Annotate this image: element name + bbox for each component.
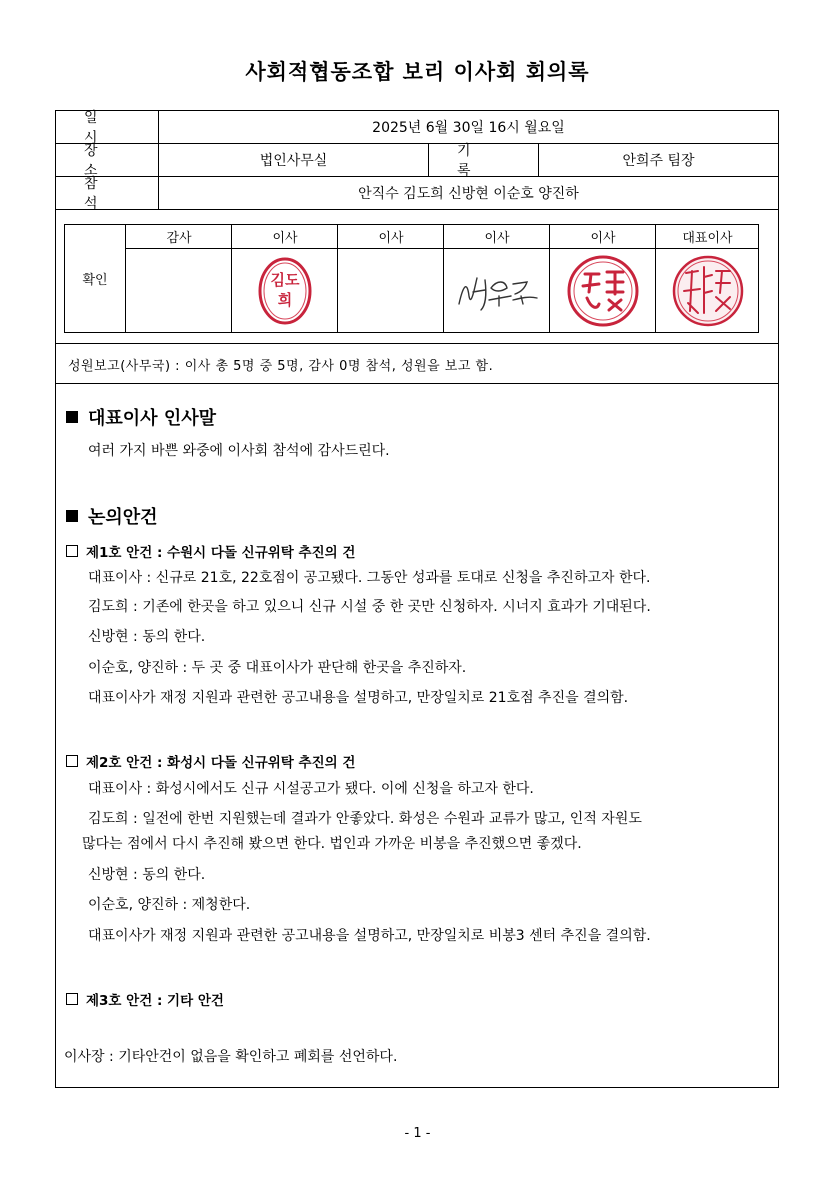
confirm-col-header: 이사: [550, 225, 656, 249]
checkbox-icon: [66, 993, 78, 1005]
agenda-item-title: 제3호 안건 : 기타 안건: [66, 989, 224, 1009]
confirm-col-header: 이사: [232, 225, 338, 249]
agenda-line: 대표이사가 재정 지원과 관련한 공고내용을 설명하고, 만장일치로 21호점 추진을 결의함.: [88, 690, 629, 706]
square-bullet-icon: [66, 411, 78, 423]
agenda-item-title: 제2호 안건 : 화성시 다돌 신규위탁 추진의 건: [66, 751, 355, 771]
square-bullet-icon: [66, 510, 78, 522]
attendees-value: 안직수 김도희 신방현 이순호 양진하: [158, 177, 778, 209]
minutes-frame: [55, 110, 779, 1088]
confirm-col-director-3: [443, 225, 549, 332]
agenda-line: 김도희 : 일전에 한번 지원했는데 결과가 안좋았다. 화성은 수원과 교류가 많고, 인적 자원도: [88, 811, 642, 827]
divider: [56, 383, 778, 384]
confirm-col-header: 감사: [126, 225, 232, 249]
confirm-col-header: 이사: [444, 225, 550, 249]
quorum-report: 성원보고(사무국) : 이사 총 5명 중 5명, 감사 0명 참석, 성원을 보고 함.: [68, 359, 494, 374]
attendees-label: 참 석: [84, 176, 126, 212]
agenda-heading: 논의안건: [66, 503, 158, 529]
date-value: 2025년 6월 30일 16시 월요일: [158, 111, 778, 143]
greeting-text: 여러 가지 바쁜 와중에 이사회 참석에 감사드린다.: [88, 443, 390, 459]
recorder-value: 안희주 팀장: [538, 144, 778, 176]
confirm-col-director-2: [337, 225, 443, 332]
place-label: 장 소: [84, 143, 126, 179]
greeting-heading: 대표이사 인사말: [66, 404, 216, 430]
seal-ahn-jiksu: [656, 249, 759, 332]
agenda-line: 많다는 점에서 다시 추진해 봤으면 한다. 법인과 가까운 비봉을 추진했으면 좋겠다.: [82, 836, 582, 852]
attendees-row: [56, 177, 778, 210]
agenda-line: 신방현 : 동의 한다.: [88, 629, 206, 645]
confirm-col-header: 대표이사: [656, 225, 759, 249]
confirm-col-director-4: [549, 225, 655, 332]
seal-kim-dohee: [232, 249, 338, 332]
confirm-col-auditor: [125, 225, 231, 332]
confirm-label: 확인: [82, 273, 108, 288]
confirm-col-ceo: [655, 225, 758, 332]
agenda-line: 대표이사 : 신규로 21호, 22호점이 공고됐다. 그동안 성과를 토대로 신청을 추진하고자 한다.: [88, 570, 651, 586]
page-title: 사회적협동조합 보리 이사회 회의록: [245, 60, 590, 84]
agenda-line: 이순호, 양진하 : 두 곳 중 대표이사가 판단해 한곳을 추진하자.: [88, 660, 467, 676]
confirm-col-header: 이사: [338, 225, 444, 249]
agenda-line: 대표이사가 재정 지원과 관련한 공고내용을 설명하고, 만장일치로 비봉3 센터 추진을 결의함.: [88, 928, 651, 944]
agenda-line: 신방현 : 동의 한다.: [88, 867, 206, 883]
svg-text:김도: 김도: [270, 270, 300, 289]
closing-statement: 이사장 : 기타안건이 없음을 확인하고 폐회를 선언하다.: [64, 1049, 398, 1065]
seal-yang-jinha: [550, 249, 656, 332]
page-number: - 1 -: [404, 1126, 431, 1141]
date-row: [56, 111, 778, 144]
signature-lee-sunho: [444, 249, 550, 332]
date-label: 일 시: [84, 110, 126, 146]
checkbox-icon: [66, 755, 78, 767]
agenda-line: 이순호, 양진하 : 제청한다.: [88, 897, 251, 913]
agenda-line: 대표이사 : 화성시에서도 신규 시설공고가 됐다. 이에 신청을 하고자 한다.: [88, 781, 534, 797]
agenda-line: 김도희 : 기존에 한곳을 하고 있으니 신규 시설 중 한 곳만 신청하자. 시너지 효과가 기대된다.: [88, 599, 651, 615]
recorder-label: 기 록: [457, 143, 499, 179]
confirm-section: [56, 210, 778, 344]
checkbox-icon: [66, 545, 78, 557]
confirm-table: [64, 224, 759, 333]
agenda-item-title: 제1호 안건 : 수원시 다돌 신규위탁 추진의 건: [66, 541, 355, 561]
place-row: [56, 144, 778, 177]
place-value: 법인사무실: [158, 144, 428, 176]
svg-text:희: 희: [277, 290, 293, 309]
confirm-col-director-1: [231, 225, 337, 332]
